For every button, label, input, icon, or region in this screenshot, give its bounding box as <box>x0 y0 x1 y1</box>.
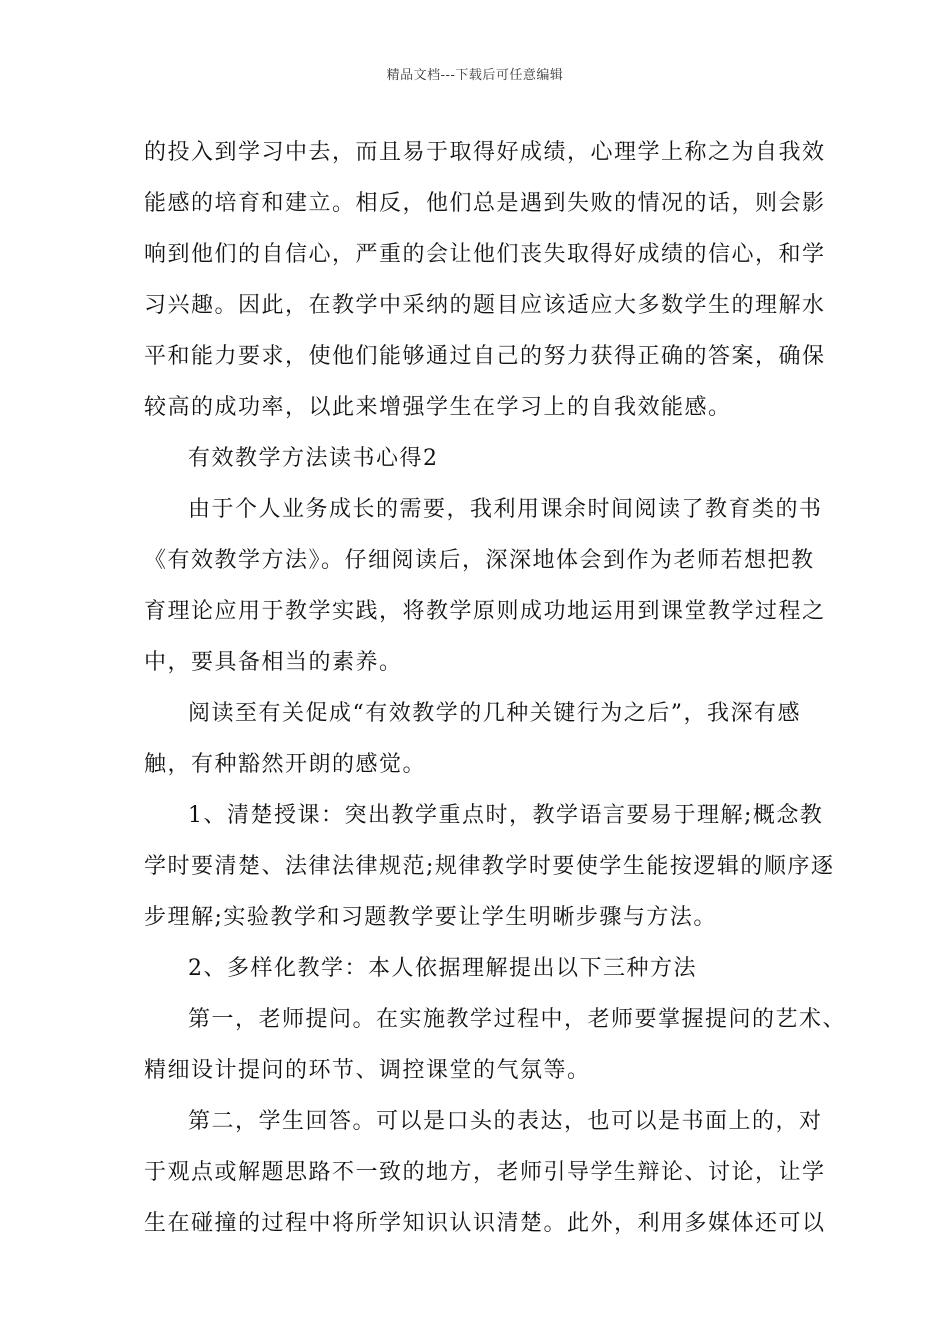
page-header: 精品文档---下载后可任意编辑 <box>386 68 564 83</box>
text-line: 第二，学生回答。可以是口头的表达，也可以是书面上的，对 <box>188 1109 823 1134</box>
text-line: 步理解;实验教学和习题教学要让学生明晰步骤与方法。 <box>144 905 717 930</box>
text-line: 1、清楚授课：突出教学重点时，教学语言要易于理解;概念教 <box>188 803 824 828</box>
text-line: 平和能力要求，使他们能够通过自己的努力获得正确的答案，确保 <box>144 344 826 369</box>
text-line: 育理论应用于教学实践，将教学原则成功地运用到课堂教学过程之 <box>144 599 826 624</box>
text-line: 的投入到学习中去，而且易于取得好成绩，心理学上称之为自我效 <box>144 140 826 165</box>
text-line: 《有效教学方法》。仔细阅读后，深深地体会到作为老师若想把教 <box>144 548 815 573</box>
text-line: 于观点或解题思路不一致的地方，老师引导学生辩论、讨论，让学 <box>144 1160 826 1185</box>
text-line: 响到他们的自信心，严重的会让他们丧失取得好成绩的信心，和学 <box>144 242 826 267</box>
text-line: 能感的培育和建立。相反，他们总是遇到失败的情况的话，则会影 <box>144 191 826 216</box>
document-body <box>144 127 847 1249</box>
text-line: 有效教学方法读书心得2 <box>188 446 439 471</box>
text-line: 阅读至有关促成“有效教学的几种关键行为之后”，我深有感 <box>188 701 801 726</box>
text-line: 由于个人业务成长的需要，我利用课余时间阅读了教育类的书 <box>188 497 823 522</box>
text-line: 习兴趣。因此，在教学中采纳的题目应该适应大多数学生的理解水 <box>144 293 826 318</box>
text-line: 学时要清楚、法律法律规范;规律教学时要使学生能按逻辑的顺序逐 <box>144 854 835 879</box>
text-line: 中，要具备相当的素养。 <box>144 650 403 675</box>
text-line: 精细设计提问的环节、调控课堂的气氛等。 <box>144 1058 591 1083</box>
text-line: 生在碰撞的过程中将所学知识认识清楚。此外，利用多媒体还可以 <box>144 1211 826 1236</box>
text-line: 较高的成功率，以此来增强学生在学习上的自我效能感。 <box>144 395 732 420</box>
text-line: 2、多样化教学：本人依据理解提出以下三种方法 <box>188 956 697 981</box>
text-line: 第一，老师提问。在实施教学过程中，老师要掌握提问的艺术、 <box>188 1007 847 1032</box>
text-line: 触，有种豁然开朗的感觉。 <box>144 752 427 777</box>
